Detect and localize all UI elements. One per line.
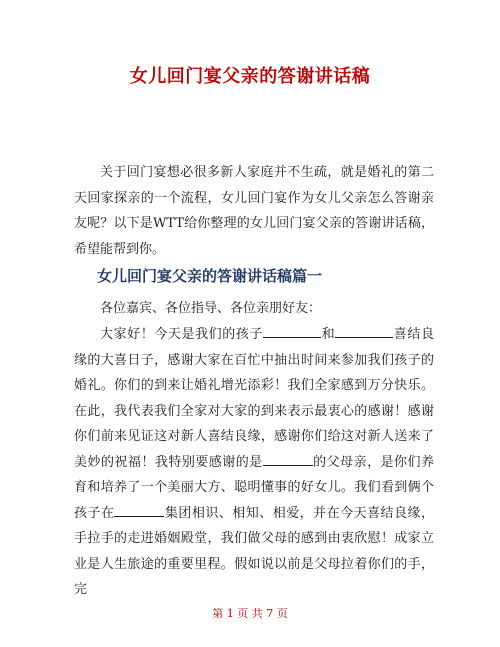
page-number-footer: 第 1 页 共 7 页: [212, 607, 288, 620]
speech-body: [74, 322, 434, 603]
fill-in-blank: [114, 503, 164, 517]
speech-text-2: 和: [321, 327, 336, 342]
salutation: 各位嘉宾、各位指导、各位亲朋好友：: [100, 301, 322, 316]
speech-text-5: 集团相识、相知、相爱，并在今天喜结良缘，手拉手的走进婚姻殿堂，我们做父母的感到由衷欣慰！成家立业是人生旅途的重要里程。假如说以前是父母拉着你们的手，完: [74, 505, 434, 597]
speech-text-3: 喜结良缘的大喜日子，感谢大家在百忙中抽出时间来参加我们孩子的婚礼。你们的到来让婚礼增光添彩！我们全家感到万分快乐。在此，我代表我们全家对大家的到来表示最衷心的感谢！感谢你们前来见证这对新人喜结良缘，感谢你们给这对新人送来了美妙的祝福！我特别要感谢的是: [74, 327, 434, 470]
speech-text-1: 大家好！今天是我们的孩子: [100, 327, 264, 342]
fill-in-blank: [263, 324, 321, 338]
intro-paragraph: 关于回门宴想必很多新人家庭并不生疏，就是婚礼的第二天回家探亲的一个流程，女儿回门宴作为女儿父亲怎么答谢亲友呢？以下是WTT给你整理的女儿回门宴父亲的答谢讲话稿，希望能帮到你。: [74, 165, 434, 257]
speech-text-4: 的父母亲，是你们养育和培养了一个美丽大方、聪明懂事的好女儿。我们看到俩个孩子在: [74, 454, 434, 521]
section-heading: 女儿回门宴父亲的答谢讲话稿篇一: [97, 267, 323, 285]
fill-in-blank: [335, 324, 393, 338]
document-title: 女儿回门宴父亲的答谢讲话稿: [129, 66, 371, 87]
fill-in-blank: [263, 452, 313, 466]
